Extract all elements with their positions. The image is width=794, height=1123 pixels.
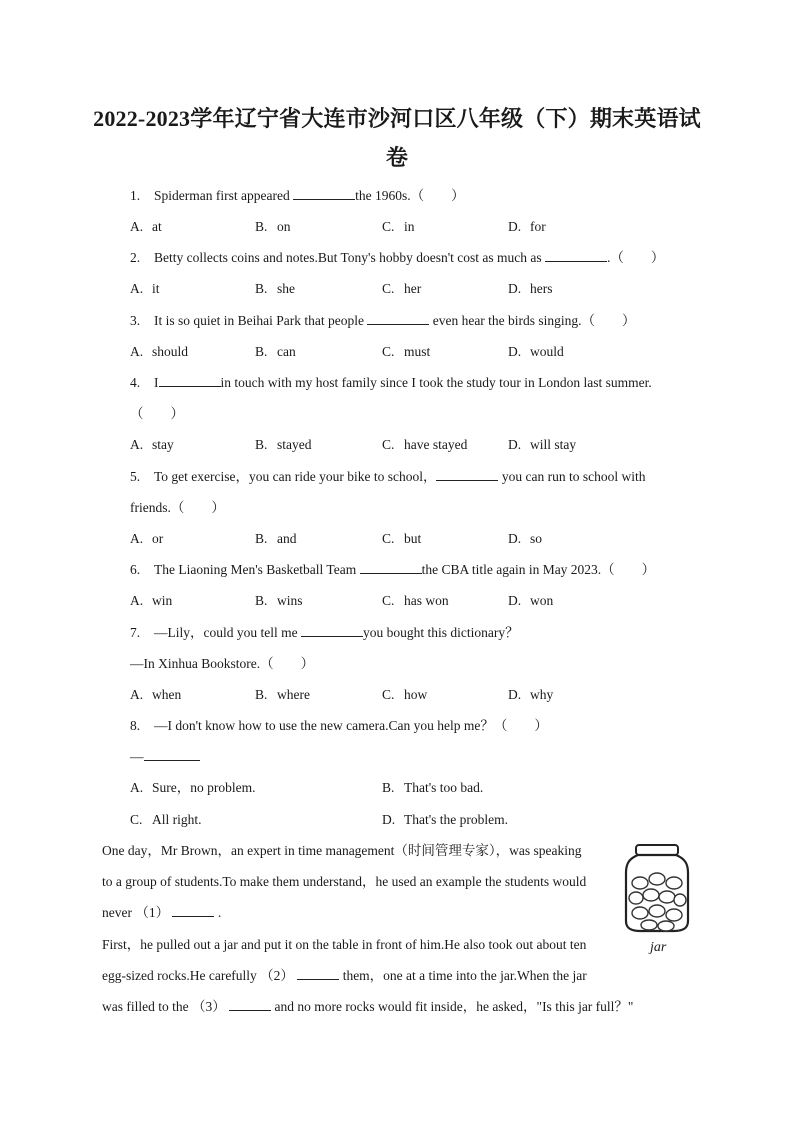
- answer-blank-1[interactable]: [172, 904, 214, 917]
- question-8-options-row1: [130, 779, 650, 797]
- question-text: I: [154, 375, 159, 390]
- question-text: It is so quiet in Beihai Park that people: [154, 313, 368, 328]
- question-6: [130, 561, 655, 579]
- option-b[interactable]: B. stayed: [255, 437, 312, 452]
- option-a[interactable]: A. when: [130, 687, 182, 702]
- question-7-options: [130, 686, 650, 704]
- option-a[interactable]: A. should: [130, 344, 189, 359]
- answer-blank: [360, 561, 422, 574]
- passage-line-5: egg-sized rocks.He carefully （2） them，one at a time into the jar.When the jar: [102, 968, 587, 983]
- option-a[interactable]: A. it: [130, 281, 160, 296]
- option-d[interactable]: D. would: [508, 344, 564, 359]
- option-b[interactable]: B. wins: [255, 593, 303, 608]
- question-3-options: [130, 343, 650, 361]
- question-text: the 1960s.（ ）: [355, 188, 465, 203]
- question-8: [130, 717, 548, 735]
- option-d[interactable]: D. won: [508, 593, 554, 608]
- question-8-continuation: [130, 748, 200, 766]
- question-text: you bought this dictionary？: [362, 625, 519, 640]
- jar-illustration: [622, 843, 692, 933]
- answer-blank: [545, 249, 607, 262]
- question-text: the CBA title again in May 2023.（ ）: [421, 562, 656, 577]
- answer-blank: [367, 312, 429, 325]
- passage-line-6: was filled to the （3） and no more rocks would fit inside，he asked，"Is this jar full？": [102, 999, 634, 1014]
- option-c[interactable]: C. All right.: [130, 812, 202, 827]
- option-a[interactable]: A. Sure，no problem.: [130, 780, 256, 795]
- option-b[interactable]: B. where: [255, 687, 310, 702]
- option-d[interactable]: D. That's the problem.: [382, 812, 509, 827]
- option-a[interactable]: A. win: [130, 593, 173, 608]
- option-b[interactable]: B. she: [255, 281, 295, 296]
- option-d[interactable]: D. so: [508, 531, 543, 546]
- question-2-options: [130, 280, 650, 298]
- exam-title-line1: 2022-2023学年辽宁省大连市沙河口区八年级（下）期末英语试: [93, 106, 701, 131]
- question-text: even hear the birds singing.（ ）: [429, 313, 636, 328]
- exam-title-line2: 卷: [385, 145, 409, 170]
- question-6-options: [130, 592, 650, 610]
- question-text: you can run to school with: [498, 469, 646, 484]
- question-number: 2.: [130, 250, 141, 265]
- option-b[interactable]: B. on: [255, 219, 291, 234]
- answer-blank: [293, 187, 355, 200]
- answer-blank: [159, 374, 221, 387]
- question-5: [130, 468, 645, 486]
- question-number: 7.: [130, 625, 141, 640]
- option-c[interactable]: C. her: [382, 281, 422, 296]
- option-b[interactable]: B. That's too bad.: [382, 780, 484, 795]
- option-d[interactable]: D. for: [508, 219, 546, 234]
- question-number: 5.: [130, 469, 141, 484]
- dash: —: [130, 749, 144, 764]
- option-d[interactable]: D. will stay: [508, 437, 577, 452]
- option-c[interactable]: C. has won: [382, 593, 449, 608]
- question-1: [130, 187, 465, 205]
- question-text: —Lily，could you tell me: [154, 625, 301, 640]
- question-number: 3.: [130, 313, 141, 328]
- jar-caption: jar: [650, 940, 667, 955]
- question-7-continuation: —In Xinhua Bookstore.（ ）: [130, 656, 315, 671]
- question-4: [130, 374, 652, 392]
- question-number: 8.: [130, 718, 141, 733]
- question-text: —I don't know how to use the new camera.Can you help me？（ ）: [154, 718, 548, 733]
- question-text: Betty collects coins and notes.But Tony's hobby doesn't cost as much as: [154, 250, 545, 265]
- option-b[interactable]: B. can: [255, 344, 296, 359]
- answer-blank-3[interactable]: [229, 998, 271, 1011]
- passage-line-4: First，he pulled out a jar and put it on the table in front of him.He also took out about ten: [102, 937, 587, 952]
- option-d[interactable]: D. hers: [508, 281, 553, 296]
- question-5-continuation: friends.（ ）: [130, 500, 225, 515]
- question-number: 4.: [130, 375, 141, 390]
- option-a[interactable]: A. or: [130, 531, 164, 546]
- option-a[interactable]: A. stay: [130, 437, 174, 452]
- question-text: .（ ）: [607, 250, 665, 265]
- question-number: 6.: [130, 562, 141, 577]
- option-d[interactable]: D. why: [508, 687, 554, 702]
- question-text: The Liaoning Men's Basketball Team: [154, 562, 360, 577]
- question-text: Spiderman first appeared: [154, 188, 294, 203]
- question-7: [130, 624, 519, 642]
- question-number: 1.: [130, 188, 141, 203]
- answer-blank: [144, 748, 200, 761]
- passage-line-1: One day，Mr Brown，an expert in time management（时间管理专家），was speaking: [102, 843, 582, 858]
- question-text: in touch with my host family since I took the study tour in London last summer.: [220, 375, 652, 390]
- question-8-options-row2: [130, 811, 650, 829]
- passage-line-2: to a group of students.To make them understand，he used an example the students would: [102, 874, 587, 889]
- question-4-options: [130, 436, 650, 454]
- question-4-continuation: （ ）: [130, 406, 184, 421]
- answer-blank: [301, 624, 363, 637]
- question-2: [130, 249, 664, 267]
- option-c[interactable]: C. but: [382, 531, 422, 546]
- question-5-options: [130, 530, 650, 548]
- question-3: [130, 312, 636, 330]
- option-b[interactable]: B. and: [255, 531, 297, 546]
- option-c[interactable]: C. how: [382, 687, 428, 702]
- question-1-options: [130, 218, 650, 236]
- option-c[interactable]: C. must: [382, 344, 431, 359]
- option-c[interactable]: C. in: [382, 219, 415, 234]
- answer-blank: [436, 468, 498, 481]
- option-c[interactable]: C. have stayed: [382, 437, 468, 452]
- answer-blank-2[interactable]: [297, 967, 339, 980]
- option-a[interactable]: A. at: [130, 219, 162, 234]
- question-text: To get exercise，you can ride your bike to school，: [154, 469, 437, 484]
- passage-line-3: never （1） .: [102, 905, 222, 920]
